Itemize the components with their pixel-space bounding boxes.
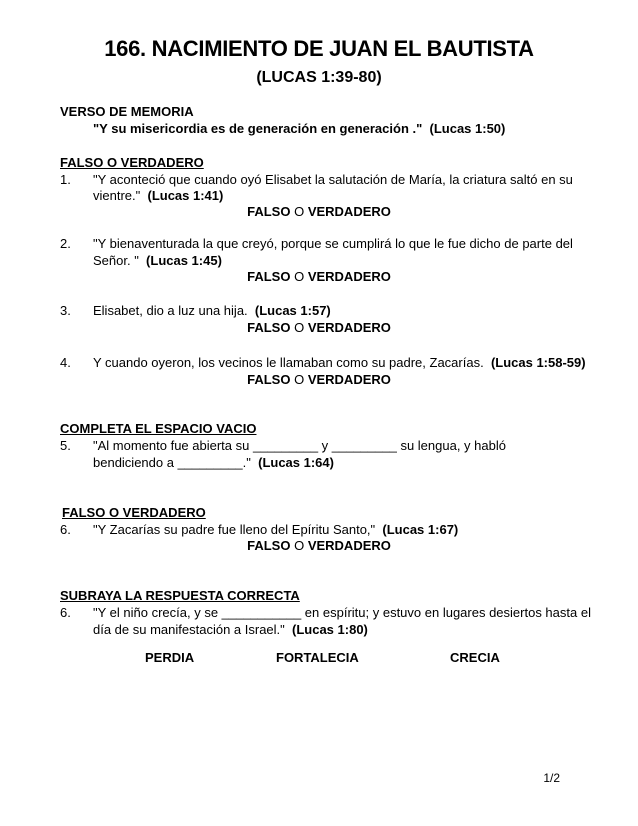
memory-verse-line <box>93 121 505 137</box>
answer-verdadero[interactable]: VERDADERO <box>307 269 391 284</box>
item-text-line2 <box>93 188 223 204</box>
item-text: "Y el niño crecía, y se ___________ en espíritu; y estuvo en lugares desiertos hasta el <box>93 605 591 620</box>
memory-ref: (Lucas 1:50) <box>429 121 506 136</box>
answer-falso[interactable]: FALSO <box>247 204 291 219</box>
item-text: "Al momento fue abierta su _________ y _________ su lengua, y habló <box>93 438 506 453</box>
item-ref: (Lucas 1:57) <box>254 303 331 318</box>
item-number: 4. <box>60 355 71 370</box>
page-title: 166. NACIMIENTO DE JUAN EL BAUTISTA <box>104 36 534 61</box>
item-number: 6. <box>60 605 71 620</box>
item-text: Y cuando oyeron, los vecinos le llamaban como su padre, Zacarías. <box>93 355 484 370</box>
item-text-line <box>93 303 331 319</box>
item-text-cont: bendiciendo a _________." <box>93 455 251 470</box>
answer-o: O <box>294 269 305 284</box>
true-false-answer <box>0 269 638 285</box>
memory-verse: "Y su misericordia es de generación en generación ." <box>93 121 423 136</box>
item-text-line2 <box>93 455 334 471</box>
item-text-line2 <box>93 253 222 269</box>
item-ref: (Lucas 1:67) <box>382 522 459 537</box>
item-text-cont: Señor. " <box>93 253 139 268</box>
item-number: 2. <box>60 236 71 251</box>
underline-heading: SUBRAYA LA RESPUESTA CORRECTA <box>60 588 300 603</box>
answer-falso[interactable]: FALSO <box>247 372 291 387</box>
answer-o: O <box>294 204 305 219</box>
item-text-line2 <box>93 622 368 638</box>
answer-verdadero[interactable]: VERDADERO <box>307 320 391 335</box>
item-number: 6. <box>60 522 71 537</box>
memory-heading: VERSO DE MEMORIA <box>60 104 194 119</box>
fill-heading: COMPLETA EL ESPACIO VACIO <box>60 421 257 436</box>
answer-o: O <box>294 320 305 335</box>
item-text-cont: día de su manifestación a Israel." <box>93 622 285 637</box>
true-false-answer <box>0 204 638 220</box>
answer-falso[interactable]: FALSO <box>247 320 291 335</box>
item-ref: (Lucas 1:45) <box>146 253 222 268</box>
answer-falso[interactable]: FALSO <box>247 269 291 284</box>
item-text: "Y bienaventurada la que creyó, porque se cumplirá lo que le fue dicho de parte del <box>93 236 573 251</box>
answer-falso[interactable]: FALSO <box>247 538 291 553</box>
item-number: 1. <box>60 172 71 187</box>
answer-o: O <box>294 538 305 553</box>
true-false-answer <box>0 372 638 388</box>
item-text: Elisabet, dio a luz una hija. <box>93 303 248 318</box>
option-crecia[interactable]: CRECIA <box>450 650 500 665</box>
item-ref: (Lucas 1:80) <box>292 622 368 637</box>
answer-verdadero[interactable]: VERDADERO <box>307 538 391 553</box>
answer-o: O <box>294 372 305 387</box>
page-subtitle: (LUCAS 1:39-80) <box>256 69 382 86</box>
item-ref: (Lucas 1:64) <box>258 455 334 470</box>
item-ref: (Lucas 1:41) <box>147 188 224 203</box>
item-text: "Y Zacarías su padre fue lleno del Epíritu Santo," <box>93 522 376 537</box>
page-number: 1/2 <box>543 771 560 785</box>
item-text: "Y aconteció que cuando oyó Elisabet la salutación de María, la criatura saltó en su <box>93 172 573 187</box>
answer-verdadero[interactable]: VERDADERO <box>307 204 391 219</box>
item-text-cont: vientre." <box>93 188 141 203</box>
item-number: 5. <box>60 438 71 453</box>
true-false-answer <box>0 320 638 336</box>
tf2-heading: FALSO O VERDADERO <box>62 505 206 520</box>
item-ref: (Lucas 1:58-59) <box>490 355 586 370</box>
answer-verdadero[interactable]: VERDADERO <box>307 372 391 387</box>
item-text-line <box>93 355 586 371</box>
option-fortalecia[interactable]: FORTALECIA <box>276 650 359 665</box>
tf-heading: FALSO O VERDADERO <box>60 155 204 170</box>
option-perdia[interactable]: PERDIA <box>145 650 195 665</box>
item-number: 3. <box>60 303 71 318</box>
true-false-answer <box>0 538 638 554</box>
item-text-line <box>93 522 458 538</box>
